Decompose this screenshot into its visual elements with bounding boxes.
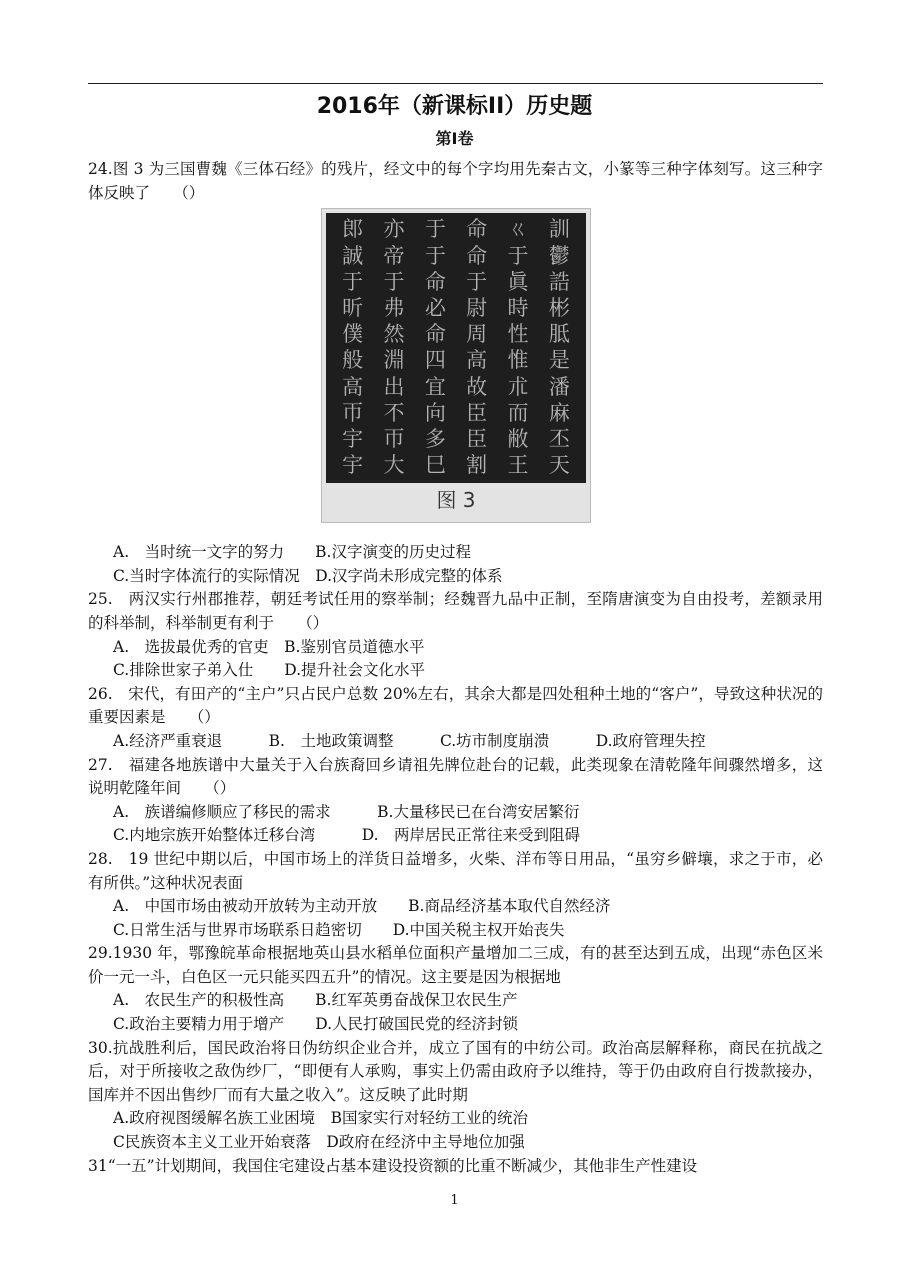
questions-container: [88, 158, 823, 1178]
rubbing-glyph: 命: [424, 322, 446, 347]
option-row: [113, 659, 823, 683]
rubbing-glyph: 命: [466, 243, 488, 268]
option-a: A. 中国市场由被动开放转为主动开放: [113, 897, 409, 916]
rubbing-glyph: 臣: [466, 400, 488, 425]
rubbing-glyph: 于: [424, 243, 446, 268]
option-b: B.大量移民已在台湾安居繁衍: [377, 802, 580, 821]
option-row: [113, 636, 823, 660]
option-a: A. 当时统一文字的努力: [113, 543, 316, 562]
option-row: [113, 1131, 823, 1155]
rubbing-glyph: 誥: [548, 269, 570, 294]
option-d: D. 两岸居民正常往来受到阻碍: [361, 826, 581, 845]
option-a: A. 农民生产的积极性高: [113, 991, 316, 1010]
rubbing-glyph: 淵: [383, 348, 405, 373]
rubbing-glyph: 丕: [548, 427, 570, 452]
option-a: A. 选拔最优秀的官吏: [113, 637, 285, 656]
question-28: 28. 19 世纪中期以后，中国市场上的洋货日益增多，火柴、洋布等日用品，“虽穷乡僻壤，求之于市，必有所供。”这种状况表面: [88, 849, 823, 892]
rubbing-glyph: 鬱: [548, 243, 570, 268]
rubbing-glyph: 眞: [507, 269, 529, 294]
option-row: [113, 824, 823, 848]
section-title: 第Ⅰ卷: [435, 129, 474, 148]
option-c: C民族资本主义工业开始衰落: [113, 1133, 327, 1152]
rubbing-glyph: 于: [383, 269, 405, 294]
option-b: B国家实行对轻纺工业的统治: [330, 1109, 529, 1128]
option-b: B.汉字演变的历史过程: [315, 543, 471, 562]
option-row: [113, 989, 823, 1013]
option-d: D.政府管理失控: [595, 731, 706, 750]
rubbing-glyph: 誠: [342, 243, 364, 268]
option-b: B.鉴别官员道德水平: [284, 637, 425, 656]
rubbing-glyph: 帀: [342, 400, 364, 425]
question-31: 31“一五”计划期间，我国住宅建设占基本建设投资额的比重不断减少，其他非生产性建设: [88, 1156, 698, 1175]
option-a: A.政府视图缓解名族工业困境: [113, 1109, 331, 1128]
figure-caption: 图 3: [436, 488, 476, 513]
question-26: 26. 宋代，有田产的“主户”只占民户总数 20%左右，其余大都是四处租种土地的“客户”，导致这种状况的重要因素是 （）: [88, 684, 823, 727]
option-c: C.坊市制度崩溃: [439, 731, 596, 750]
rubbing-glyph: 命: [466, 217, 488, 242]
rubbing-glyph: 四: [424, 348, 446, 373]
question-24-options: [88, 541, 823, 588]
rubbing-glyph: 向: [424, 400, 446, 425]
rubbing-glyph: 胝: [548, 322, 570, 347]
option-c: C.内地宗族开始整体迁移台湾: [113, 826, 362, 845]
option-d: D.人民打破国民党的经济封锁: [315, 1015, 519, 1034]
rubbing-glyph: 敝: [507, 427, 529, 452]
rubbing-glyph: 宇: [342, 427, 364, 452]
stone-classic-figure: [321, 208, 591, 523]
rubbing-glyph: 亦: [383, 217, 405, 242]
rubbing-glyph: 割: [466, 453, 488, 478]
rubbing-glyph: 麻: [548, 400, 570, 425]
rubbing-glyph: 高: [342, 374, 364, 399]
option-b: B. 土地政策调整: [268, 731, 440, 750]
rubbing-glyph: 時: [507, 296, 529, 321]
question-27-options: [88, 801, 823, 848]
rubbing-glyph: 僕: [342, 322, 364, 347]
option-a: A. 族谱编修顺应了移民的需求: [113, 802, 378, 821]
question-28-options: [88, 895, 823, 942]
stone-rubbing-image: [326, 213, 586, 483]
rubbing-glyph: 多: [424, 427, 446, 452]
option-d: D政府在经济中主导地位加强: [326, 1133, 525, 1152]
rubbing-glyph: 宇: [342, 453, 364, 478]
rubbing-glyph: 性: [507, 322, 529, 347]
option-b: B.商品经济基本取代自然经济: [408, 897, 611, 916]
option-c: C.当时字体流行的实际情况: [113, 566, 300, 585]
rubbing-glyph: 王: [507, 453, 529, 478]
rubbing-glyph: 是: [548, 348, 570, 373]
rubbing-glyph: 于: [342, 269, 364, 294]
option-row: [113, 730, 823, 754]
rubbing-glyph: 臣: [466, 427, 488, 452]
rubbing-glyph: ㄍ: [507, 217, 529, 242]
option-row: [113, 565, 823, 589]
rubbing-glyph: 故: [466, 374, 488, 399]
rubbing-glyph: 般: [342, 348, 364, 373]
question-29: 29.1930 年，鄂豫皖革命根据地英山县水稻单位面积产量增加二三成，有的甚至达到五成，出现“赤色区米价一元一斗，白色区一元只能买四五升”的情况。这主要是因为根据地: [88, 944, 823, 986]
option-d: D.提升社会文化水平: [284, 661, 426, 680]
question-25-options: [88, 636, 823, 683]
rubbing-glyph: 不: [383, 400, 405, 425]
rubbing-glyph: 出: [383, 374, 405, 399]
question-24: 24.图 3 为三国曹魏《三体石经》的残片，经文中的每个字均用先秦古文，小篆等三种字体刻写。这三种字体反映了 （）: [88, 160, 823, 202]
rubbing-glyph: 天: [548, 453, 570, 478]
rubbing-glyph: 必: [424, 296, 446, 321]
option-a: A.经济严重衰退: [113, 731, 269, 750]
question-29-options: [88, 989, 823, 1036]
rubbing-glyph: 彬: [548, 296, 570, 321]
rubbing-glyph: 高: [466, 348, 488, 373]
rubbing-glyph: 周: [466, 322, 488, 347]
option-b: B.红军英勇奋战保卫农民生产: [315, 991, 518, 1010]
option-d: D.中国关税主权开始丧失: [392, 920, 565, 939]
rubbing-glyph-grid: [332, 217, 580, 479]
option-row: [113, 1013, 823, 1037]
rubbing-glyph: 郎: [342, 217, 364, 242]
rubbing-glyph: 命: [424, 269, 446, 294]
option-d: D.汉字尚未形成完整的体系: [299, 566, 503, 585]
option-row: [113, 1107, 823, 1131]
question-30: 30.抗战胜利后，国民政治将日伪纺织企业合并，成立了国有的中纺公司。政治高层解释称，商民在抗战之后，对于所接收之敌伪纱厂，“即便有人承购，事实上仍需由政府予以维持，等于仍由政府自行拨款接办，国库并不因出售纱厂而有大量之收入”。这反映了此时期: [88, 1038, 823, 1104]
option-row: [113, 801, 823, 825]
question-25: 25. 两汉实行州郡推荐，朝廷考试任用的察举制；经魏晋九品中正制，至隋唐演变为自由投考，差额录用的科举制，科举制更有利于 （）: [88, 590, 823, 632]
page-title: 2016年（新课标II）历史题: [316, 94, 593, 119]
rubbing-glyph: 惟: [507, 348, 529, 373]
rubbing-glyph: 潘: [548, 374, 570, 399]
option-row: [113, 919, 823, 943]
figure-3-wrap: [88, 208, 823, 533]
question-26-options: [88, 730, 823, 754]
rubbing-glyph: 帀: [383, 427, 405, 452]
option-c: C.排除世家子弟入仕: [113, 661, 285, 680]
rubbing-glyph: 于: [466, 269, 488, 294]
rubbing-glyph: 帝: [383, 243, 405, 268]
rubbing-glyph: 尉: [466, 296, 488, 321]
rubbing-glyph: 朮: [507, 374, 529, 399]
option-c: C.政治主要精力用于增产: [113, 1015, 316, 1034]
option-row: [113, 895, 823, 919]
option-row: [113, 541, 823, 565]
question-30-options: [88, 1107, 823, 1154]
header-rule: [88, 83, 823, 84]
rubbing-glyph: 昕: [342, 296, 364, 321]
rubbing-glyph: 而: [507, 400, 529, 425]
rubbing-glyph: 然: [383, 322, 405, 347]
page-number: 1: [450, 1193, 459, 1208]
rubbing-glyph: 弗: [383, 296, 405, 321]
option-c: C.日常生活与世界市场联系日趋密切: [113, 920, 393, 939]
rubbing-glyph: 于: [507, 243, 529, 268]
rubbing-glyph: 大: [383, 453, 405, 478]
rubbing-glyph: 訓: [548, 217, 570, 242]
rubbing-glyph: 宜: [424, 374, 446, 399]
question-27: 27. 福建各地族谱中大量关于入台族裔回乡请祖先牌位赴台的记载，此类现象在清乾隆年间骤然增多，这说明乾隆年间 （）: [88, 755, 823, 798]
rubbing-glyph: 巳: [424, 453, 446, 478]
rubbing-glyph: 于: [424, 217, 446, 242]
